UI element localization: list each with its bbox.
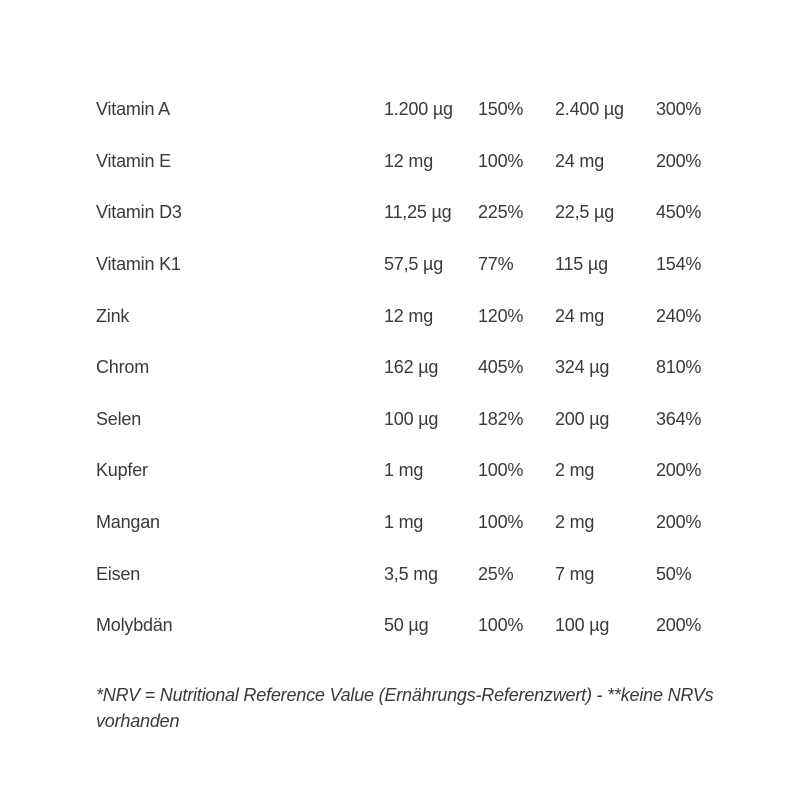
amount-per-serving: 1 mg <box>384 512 424 533</box>
amount-per-daily-dose: 7 mg <box>555 563 595 584</box>
amount-per-daily-dose: 324 µg <box>555 357 610 378</box>
amount-per-serving: 12 mg <box>384 150 434 171</box>
nrv-per-daily-dose: 364% <box>656 408 702 429</box>
nutrient-name: Vitamin A <box>96 99 170 120</box>
nutrient-name: Eisen <box>96 563 141 584</box>
nutrient-name: Molybdän <box>96 615 173 636</box>
nrv-per-serving: 225% <box>478 202 524 223</box>
amount-per-serving: 11,25 µg <box>384 202 452 223</box>
amount-per-daily-dose: 2 mg <box>555 460 595 481</box>
table-row <box>96 239 736 291</box>
amount-per-serving: 1 mg <box>384 460 424 481</box>
table-row <box>96 136 736 188</box>
nutrition-table <box>96 84 736 652</box>
nutrient-name: Kupfer <box>96 460 148 481</box>
nutrient-name: Vitamin E <box>96 150 171 171</box>
nrv-per-serving: 77% <box>478 254 514 275</box>
amount-per-daily-dose: 2.400 µg <box>555 99 624 120</box>
table-row <box>96 187 736 239</box>
amount-per-serving: 1.200 µg <box>384 99 453 120</box>
nrv-per-daily-dose: 50% <box>656 563 692 584</box>
table-row <box>96 290 736 342</box>
nutrient-name: Selen <box>96 408 142 429</box>
table-row <box>96 445 736 497</box>
amount-per-daily-dose: 115 µg <box>555 254 608 275</box>
amount-per-daily-dose: 22,5 µg <box>555 202 615 223</box>
nrv-per-serving: 25% <box>478 563 514 584</box>
table-row <box>96 600 736 652</box>
nrv-per-serving: 182% <box>478 408 524 429</box>
nrv-per-serving: 405% <box>478 357 524 378</box>
nutrient-name: Mangan <box>96 512 160 533</box>
nrv-per-daily-dose: 200% <box>656 150 702 171</box>
nrv-per-daily-dose: 200% <box>656 512 702 533</box>
amount-per-daily-dose: 2 mg <box>555 512 595 533</box>
nrv-per-daily-dose: 450% <box>656 202 702 223</box>
amount-per-serving: 57,5 µg <box>384 254 444 275</box>
nrv-per-serving: 100% <box>478 615 524 636</box>
nutrient-name: Zink <box>96 305 130 326</box>
nutrient-name: Chrom <box>96 357 150 378</box>
table-row <box>96 394 736 446</box>
nrv-per-serving: 120% <box>478 305 524 326</box>
nrv-per-serving: 150% <box>478 99 524 120</box>
nrv-per-daily-dose: 300% <box>656 99 702 120</box>
amount-per-daily-dose: 200 µg <box>555 408 610 429</box>
nrv-per-daily-dose: 200% <box>656 460 702 481</box>
amount-per-serving: 3,5 mg <box>384 563 438 584</box>
nrv-per-daily-dose: 154% <box>656 254 702 275</box>
nrv-per-daily-dose: 240% <box>656 305 702 326</box>
table-row <box>96 342 736 394</box>
nrv-per-serving: 100% <box>478 512 524 533</box>
nutrient-name: Vitamin K1 <box>96 254 181 275</box>
amount-per-serving: 12 mg <box>384 305 434 326</box>
nrv-per-daily-dose: 200% <box>656 615 702 636</box>
nrv-per-serving: 100% <box>478 460 524 481</box>
table-row <box>96 84 736 136</box>
amount-per-daily-dose: 100 µg <box>555 615 610 636</box>
amount-per-daily-dose: 24 mg <box>555 305 605 326</box>
nrv-footnote: *NRV = Nutritional Reference Value (Ernährungs-Referenzwert) - **keine NRVs vorhanden <box>96 685 714 731</box>
amount-per-serving: 100 µg <box>384 408 439 429</box>
table-row <box>96 497 736 549</box>
amount-per-serving: 50 µg <box>384 615 429 636</box>
nutrient-name: Vitamin D3 <box>96 202 182 223</box>
table-row <box>96 548 736 600</box>
nrv-per-serving: 100% <box>478 150 524 171</box>
amount-per-daily-dose: 24 mg <box>555 150 605 171</box>
nrv-per-daily-dose: 810% <box>656 357 702 378</box>
amount-per-serving: 162 µg <box>384 357 439 378</box>
